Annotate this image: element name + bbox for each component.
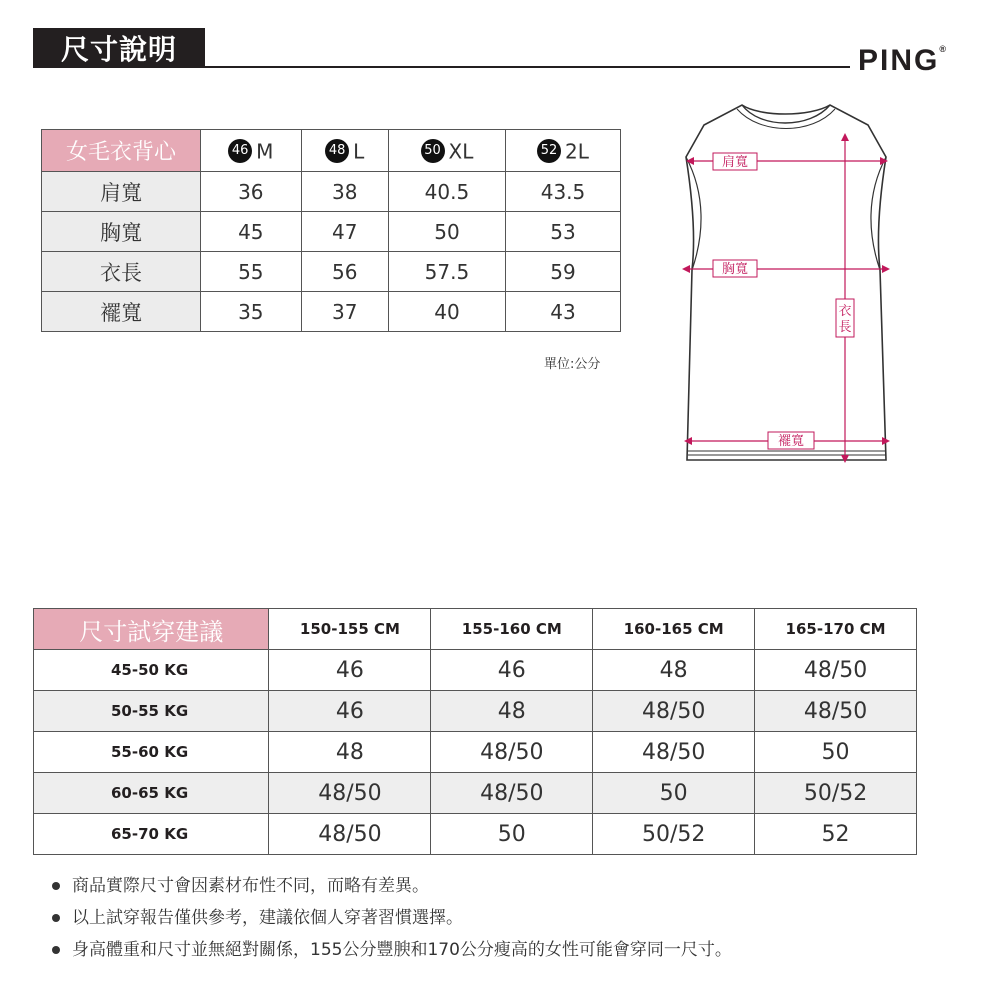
size-chart-header-row xyxy=(42,130,621,172)
table-cell: 48/50 xyxy=(755,650,917,691)
length-label-1: 衣 xyxy=(838,304,852,319)
table-cell: 56 xyxy=(301,252,388,292)
measurement-label: 衣長 xyxy=(42,252,201,292)
table-cell: 48/50 xyxy=(593,691,755,732)
shoulder-label: 肩寬 xyxy=(721,155,749,170)
size-chart-category: 女毛衣背心 xyxy=(42,130,201,172)
size-letter: XL xyxy=(448,139,474,164)
table-cell: 48 xyxy=(593,650,755,691)
height-column-header: 150-155 CM xyxy=(269,609,431,650)
table-cell: 35 xyxy=(201,292,302,332)
table-cell: 48 xyxy=(269,732,431,773)
fit-chart-category: 尺寸試穿建議 xyxy=(34,609,269,650)
table-row xyxy=(42,212,621,252)
size-number-badge: 52 xyxy=(537,139,561,163)
arrow-head xyxy=(882,265,890,273)
table-cell: 48/50 xyxy=(755,691,917,732)
table-cell: 57.5 xyxy=(388,252,505,292)
table-row xyxy=(34,691,917,732)
table-row xyxy=(34,732,917,773)
size-number-badge: 48 xyxy=(325,139,349,163)
table-cell: 38 xyxy=(301,172,388,212)
fit-recommendation-table xyxy=(33,608,917,855)
table-cell: 50 xyxy=(755,732,917,773)
arrow-head xyxy=(682,265,690,273)
size-number-badge: 46 xyxy=(228,139,252,163)
table-cell: 59 xyxy=(505,252,620,292)
table-cell: 50 xyxy=(593,773,755,814)
table-cell: 50/52 xyxy=(755,773,917,814)
table-cell: 48/50 xyxy=(269,814,431,855)
table-cell: 52 xyxy=(755,814,917,855)
measurement-label: 襬寬 xyxy=(42,292,201,332)
table-cell: 50/52 xyxy=(593,814,755,855)
table-row xyxy=(42,292,621,332)
weight-label: 50-55 KG xyxy=(34,691,269,732)
table-row xyxy=(42,172,621,212)
size-letter: 2L xyxy=(565,139,589,164)
table-cell: 47 xyxy=(301,212,388,252)
table-cell: 43.5 xyxy=(505,172,620,212)
height-column-header: 165-170 CM xyxy=(755,609,917,650)
unit-label: 單位:公分 xyxy=(544,357,601,372)
table-cell: 45 xyxy=(201,212,302,252)
size-column-header xyxy=(201,130,302,172)
table-cell: 48/50 xyxy=(269,773,431,814)
table-cell: 46 xyxy=(431,650,593,691)
table-cell: 37 xyxy=(301,292,388,332)
notes-list xyxy=(52,872,732,968)
note-item: 身高體重和尺寸並無絕對關係，155公分豐腴和170公分瘦高的女性可能會穿同一尺寸。 xyxy=(52,936,732,968)
fit-table-header-row xyxy=(34,609,917,650)
table-cell: 48/50 xyxy=(431,773,593,814)
table-row xyxy=(34,650,917,691)
brand-logo xyxy=(858,44,946,78)
vest-measurement-diagram xyxy=(680,95,895,475)
table-cell: 46 xyxy=(269,691,431,732)
hem-label: 襬寬 xyxy=(777,434,805,449)
brand-name: PING xyxy=(858,44,940,77)
chest-label: 胸寬 xyxy=(721,262,749,277)
table-cell: 50 xyxy=(431,814,593,855)
table-cell: 53 xyxy=(505,212,620,252)
table-cell: 50 xyxy=(388,212,505,252)
table-cell: 40.5 xyxy=(388,172,505,212)
page-title: 尺寸說明 xyxy=(33,28,205,68)
table-cell: 43 xyxy=(505,292,620,332)
title-divider xyxy=(205,66,850,68)
measurement-label: 胸寬 xyxy=(42,212,201,252)
table-row xyxy=(34,814,917,855)
table-row xyxy=(34,773,917,814)
table-cell: 48/50 xyxy=(431,732,593,773)
table-cell: 55 xyxy=(201,252,302,292)
weight-label: 60-65 KG xyxy=(34,773,269,814)
weight-label: 45-50 KG xyxy=(34,650,269,691)
height-column-header: 160-165 CM xyxy=(593,609,755,650)
note-item: 以上試穿報告僅供參考，建議依個人穿著習慣選擇。 xyxy=(52,904,732,936)
size-letter: L xyxy=(353,139,365,164)
weight-label: 55-60 KG xyxy=(34,732,269,773)
size-number-badge: 50 xyxy=(421,139,445,163)
size-letter: M xyxy=(256,139,274,164)
weight-label: 65-70 KG xyxy=(34,814,269,855)
length-label-2: 長 xyxy=(838,320,852,335)
size-column-header xyxy=(505,130,620,172)
size-chart-table xyxy=(41,129,621,332)
size-column-header xyxy=(301,130,388,172)
table-cell: 48 xyxy=(431,691,593,732)
table-cell: 46 xyxy=(269,650,431,691)
table-cell: 36 xyxy=(201,172,302,212)
table-row xyxy=(42,252,621,292)
note-item: 商品實際尺寸會因素材布性不同，而略有差異。 xyxy=(52,872,732,904)
size-column-header xyxy=(388,130,505,172)
registered-mark: ® xyxy=(939,44,946,54)
table-cell: 48/50 xyxy=(593,732,755,773)
table-cell: 40 xyxy=(388,292,505,332)
height-column-header: 155-160 CM xyxy=(431,609,593,650)
measurement-label: 肩寬 xyxy=(42,172,201,212)
